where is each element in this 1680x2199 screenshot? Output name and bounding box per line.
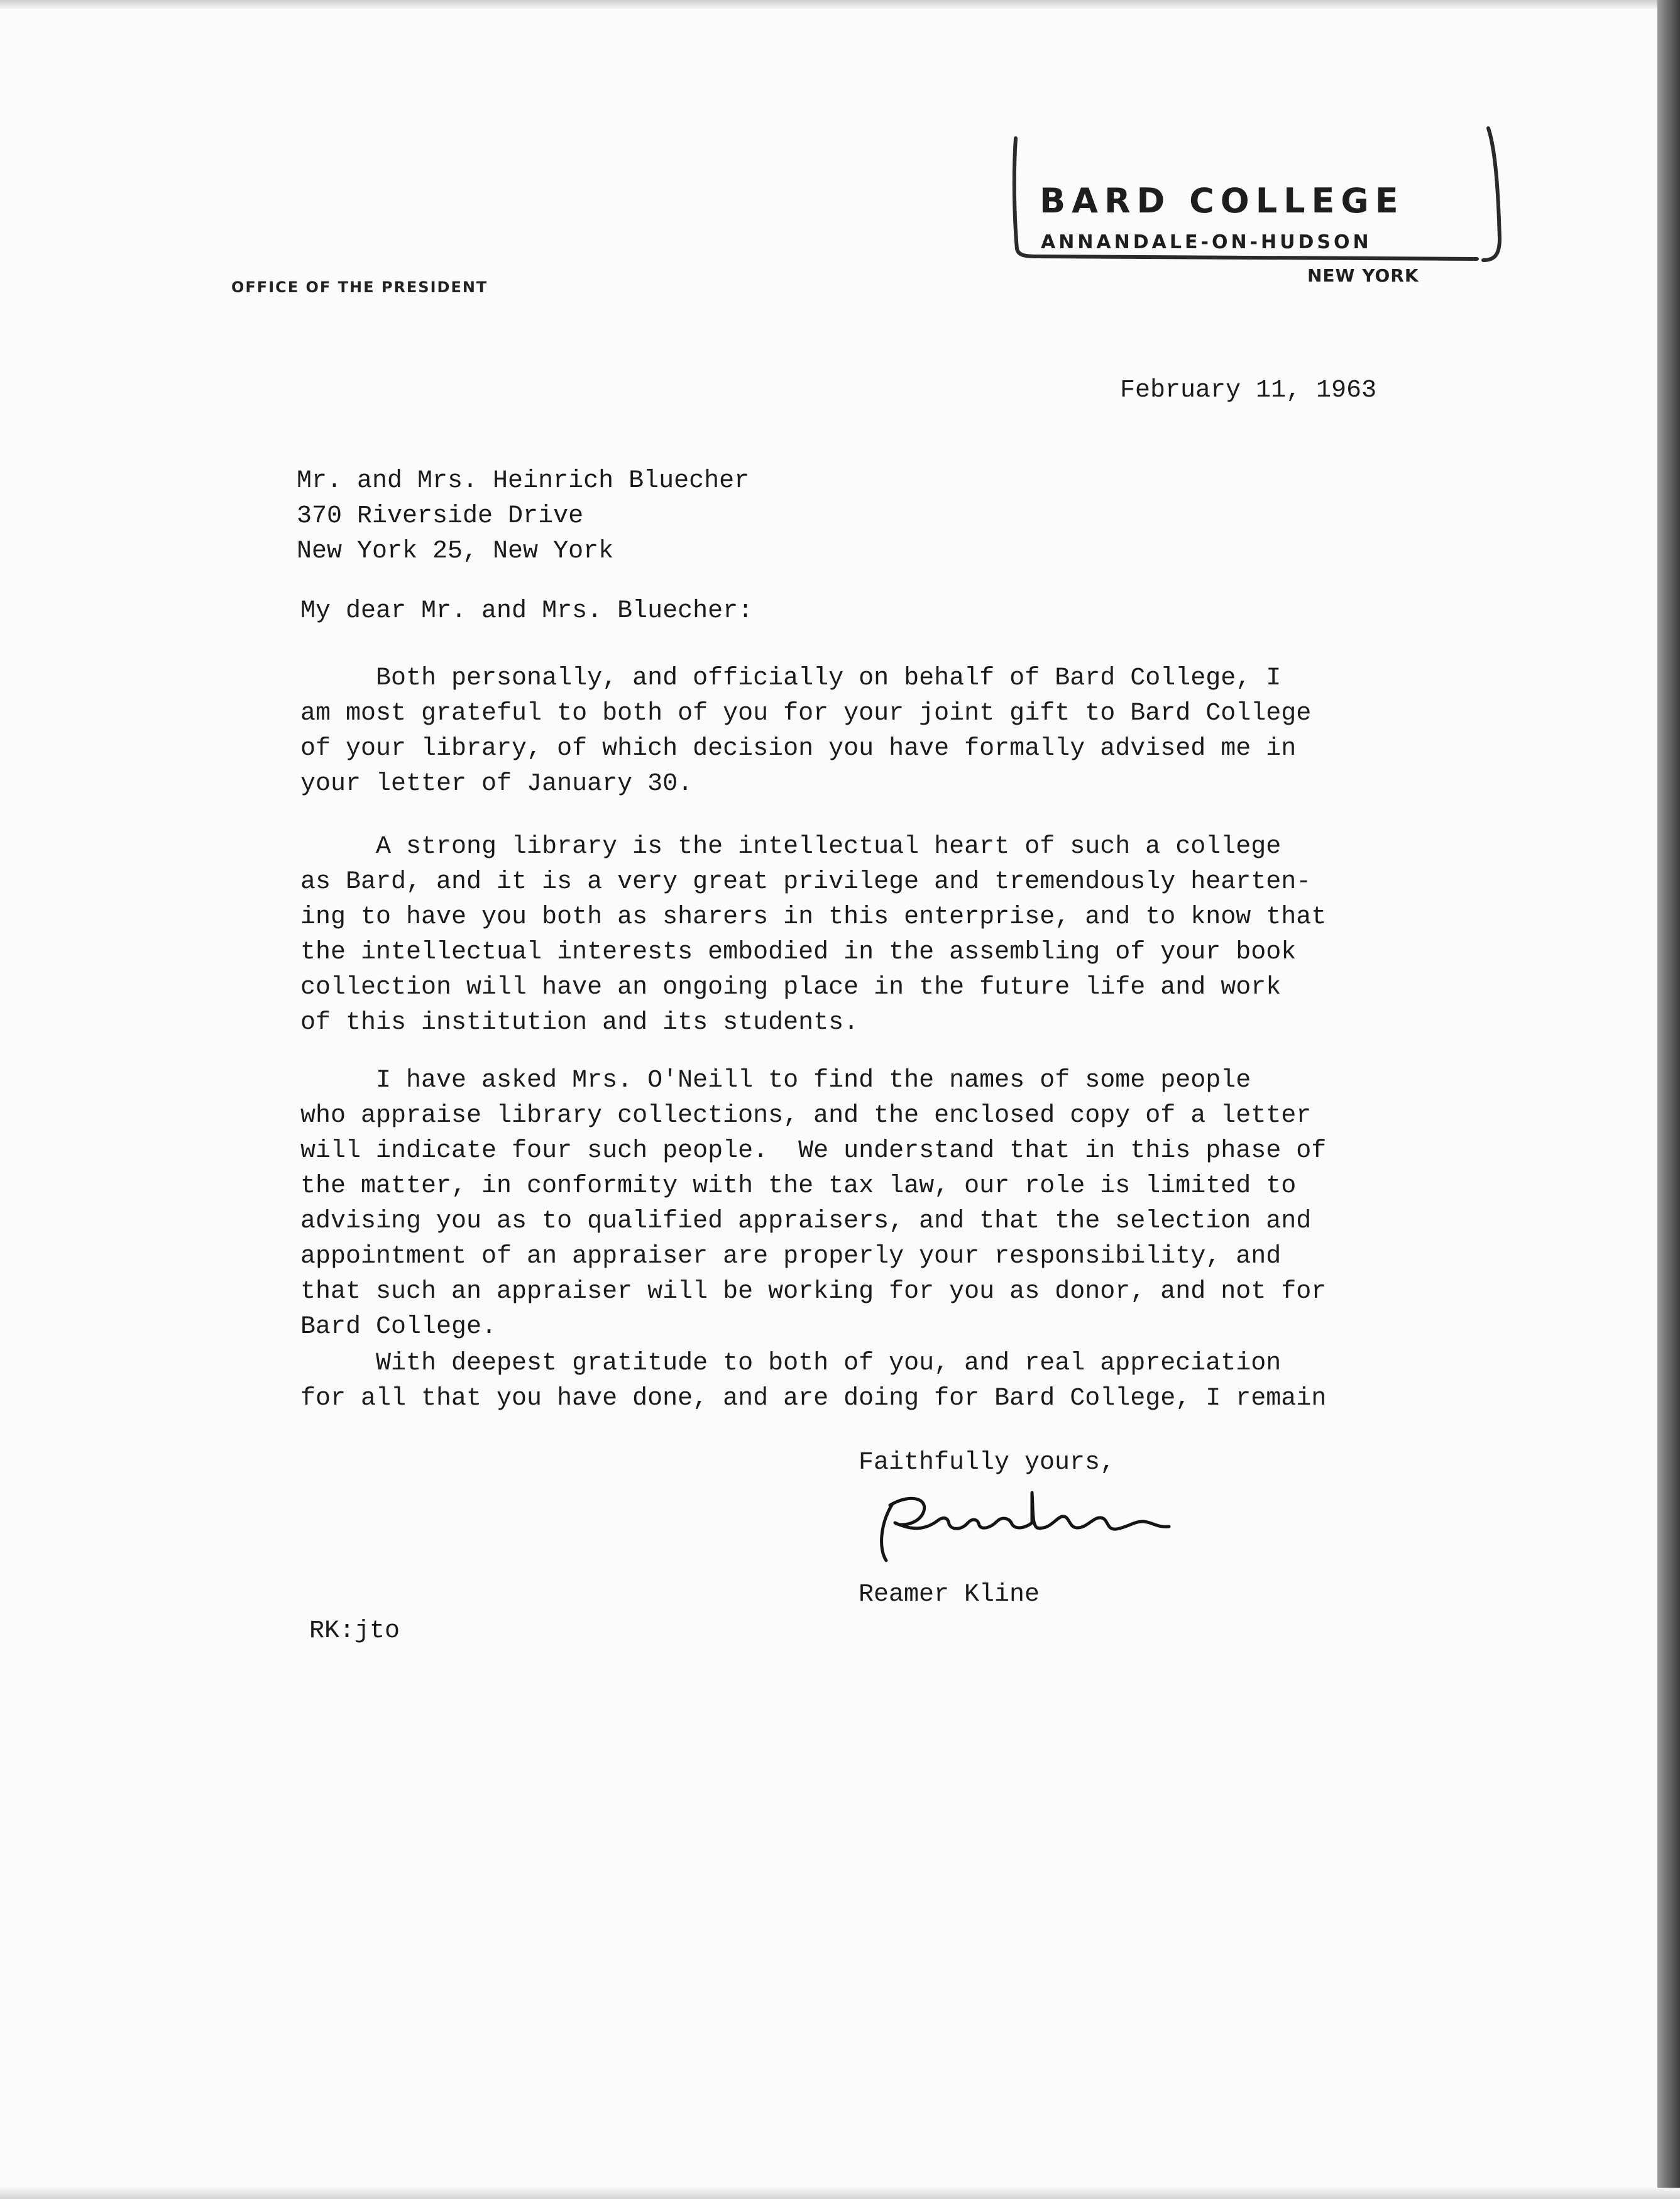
text-line: your letter of January 30. bbox=[300, 770, 693, 798]
text-line: of this institution and its students. bbox=[300, 1009, 859, 1037]
text-line: advising you as to qualified appraisers, and that the selection and bbox=[300, 1207, 1312, 1236]
scan-edge-top bbox=[0, 0, 1680, 9]
text-line: collection will have an ongoing place in the future life and work bbox=[300, 973, 1282, 1002]
text-line: With deepest gratitude to both of you, and real appreciation bbox=[300, 1349, 1282, 1378]
letter-date: February 11, 1963 bbox=[1120, 376, 1377, 405]
scan-edge-bottom bbox=[0, 2188, 1680, 2199]
text-line: ing to have you both as sharers in this enterprise, and to know that bbox=[300, 903, 1327, 931]
address-line: Mr. and Mrs. Heinrich Bluecher bbox=[297, 467, 750, 495]
paragraph-1 bbox=[300, 661, 1407, 802]
office-line: OFFICE OF THE PRESIDENT bbox=[231, 278, 488, 296]
text-line: of your library, of which decision you have formally advised me in bbox=[300, 735, 1297, 763]
text-line: as Bard, and it is a very great privilege and tremendously hearten- bbox=[300, 868, 1312, 896]
signer-name: Reamer Kline bbox=[859, 1581, 1040, 1609]
text-line: A strong library is the intellectual heart of such a college bbox=[300, 833, 1282, 861]
text-line: that such an appraiser will be working for you as donor, and not for bbox=[300, 1278, 1327, 1306]
reference-initials: RK:jto bbox=[309, 1617, 400, 1645]
paragraph-2 bbox=[300, 830, 1407, 1041]
college-name: BARD COLLEGE bbox=[1040, 181, 1405, 221]
text-line: for all that you have done, and are doing for Bard College, I remain bbox=[300, 1385, 1327, 1413]
paragraph-4 bbox=[300, 1346, 1407, 1417]
text-line: the intellectual interests embodied in the assembling of your book bbox=[300, 938, 1297, 967]
text-line: Both personally, and officially on behalf of Bard College, I bbox=[300, 664, 1282, 693]
address-line: 370 Riverside Drive bbox=[297, 502, 584, 530]
text-line: will indicate four such people. We understand that in this phase of bbox=[300, 1137, 1327, 1165]
text-line: Bard College. bbox=[300, 1313, 497, 1341]
text-line: appointment of an appraiser are properly your responsibility, and bbox=[300, 1242, 1282, 1271]
text-line: I have asked Mrs. O'Neill to find the names of some people bbox=[300, 1067, 1251, 1095]
address-line: New York 25, New York bbox=[297, 537, 614, 566]
salutation: My dear Mr. and Mrs. Bluecher: bbox=[300, 597, 754, 625]
college-town: ANNANDALE-ON-HUDSON bbox=[1041, 231, 1372, 253]
text-line: the matter, in conformity with the tax law, our role is limited to bbox=[300, 1172, 1297, 1200]
text-line: am most grateful to both of you for your joint gift to Bard College bbox=[300, 699, 1312, 728]
recipient-address bbox=[297, 464, 749, 569]
text-line: who appraise library collections, and the enclosed copy of a letter bbox=[300, 1102, 1312, 1130]
scan-edge-right bbox=[1657, 0, 1680, 2199]
college-state: NEW YORK bbox=[1307, 265, 1419, 286]
letterhead bbox=[1012, 126, 1508, 286]
closing: Faithfully yours, bbox=[859, 1449, 1116, 1477]
handwritten-signature bbox=[867, 1486, 1219, 1568]
paragraph-3 bbox=[300, 1063, 1407, 1345]
